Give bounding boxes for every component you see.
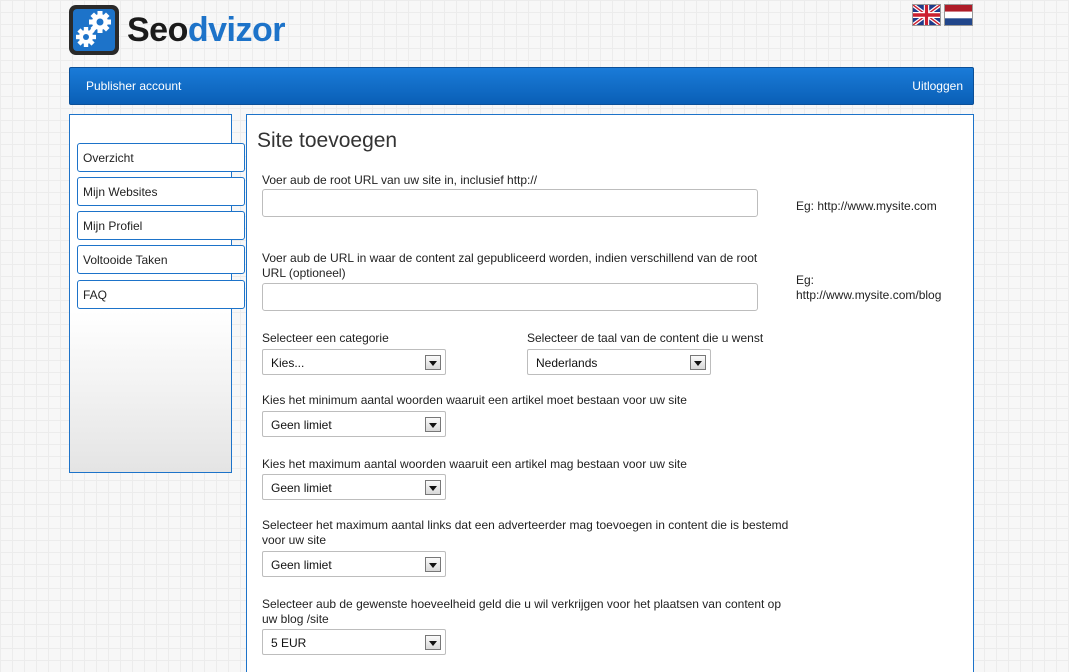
root-url-hint: Eg: http://www.mysite.com [796, 199, 937, 213]
dutch-flag-icon[interactable] [944, 4, 973, 26]
max-words-label: Kies het maximum aantal woorden waaruit een artikel mag bestaan voor uw site [262, 457, 687, 471]
category-select-value: Kies... [271, 356, 305, 370]
dropdown-arrow-icon [425, 480, 441, 495]
root-url-label: Voer aub de root URL van uw site in, inclusief http:// [262, 173, 538, 187]
price-label: Selecteer aub de gewenste hoeveelheid geld die u wil verkrijgen voor het plaatsen van content op uw blog /site [262, 597, 782, 626]
logo-wordmark [127, 13, 285, 47]
sidebar [69, 114, 232, 473]
sidebar-item-voltooide-taken[interactable]: Voltooide Taken [77, 245, 245, 274]
max-words-select[interactable] [262, 474, 446, 500]
max-words-select-value: Geen limiet [271, 481, 332, 495]
dropdown-arrow-icon [425, 355, 441, 370]
language-label: Selecteer de taal van de content die u wenst [527, 331, 764, 345]
sidebar-item-mijn-websites[interactable]: Mijn Websites [77, 177, 245, 206]
dropdown-arrow-icon [690, 355, 706, 370]
sidebar-item-overzicht[interactable]: Overzicht [77, 143, 245, 172]
max-links-select[interactable] [262, 551, 446, 577]
publisher-account-label: Publisher account [86, 79, 182, 93]
logo-text-dvizor: dvizor [187, 11, 285, 49]
top-navigation-bar [69, 67, 974, 105]
min-words-select-value: Geen limiet [271, 418, 332, 432]
language-select-value: Nederlands [536, 356, 598, 370]
price-select[interactable] [262, 629, 446, 655]
dropdown-arrow-icon [425, 557, 441, 572]
dropdown-arrow-icon [425, 417, 441, 432]
min-words-select[interactable] [262, 411, 446, 437]
content-url-label: Voer aub de URL in waar de content zal gepubliceerd worden, indien verschillend van de root URL (optioneel) [262, 251, 758, 280]
category-label: Selecteer een categorie [262, 331, 389, 345]
category-select[interactable] [262, 349, 446, 375]
price-select-value: 5 EUR [271, 636, 307, 650]
content-url-hint-example: http://www.mysite.com/blog [796, 288, 942, 302]
page-title: Site toevoegen [257, 129, 398, 152]
sidebar-item-faq[interactable]: FAQ [77, 280, 245, 309]
main-content [246, 114, 974, 672]
max-links-label: Selecteer het maximum aantal links dat een adverteerder mag toevoegen in content die is bestemd voor uw site [262, 518, 789, 547]
logo[interactable] [69, 4, 285, 56]
dropdown-arrow-icon [425, 635, 441, 650]
content-url-input[interactable] [262, 283, 758, 311]
language-switcher [912, 4, 973, 26]
gears-logo-icon [69, 5, 119, 55]
root-url-input[interactable] [262, 189, 758, 217]
min-words-label: Kies het minimum aantal woorden waaruit een artikel moet bestaan voor uw site [262, 393, 687, 407]
logo-text-seo: Seo [127, 11, 188, 49]
max-links-select-value: Geen limiet [271, 558, 332, 572]
content-url-hint-eg: Eg: [796, 273, 815, 287]
english-flag-icon[interactable] [912, 4, 941, 26]
language-select[interactable] [527, 349, 711, 375]
logout-link[interactable]: Uitloggen [912, 79, 963, 93]
sidebar-item-mijn-profiel[interactable]: Mijn Profiel [77, 211, 245, 240]
